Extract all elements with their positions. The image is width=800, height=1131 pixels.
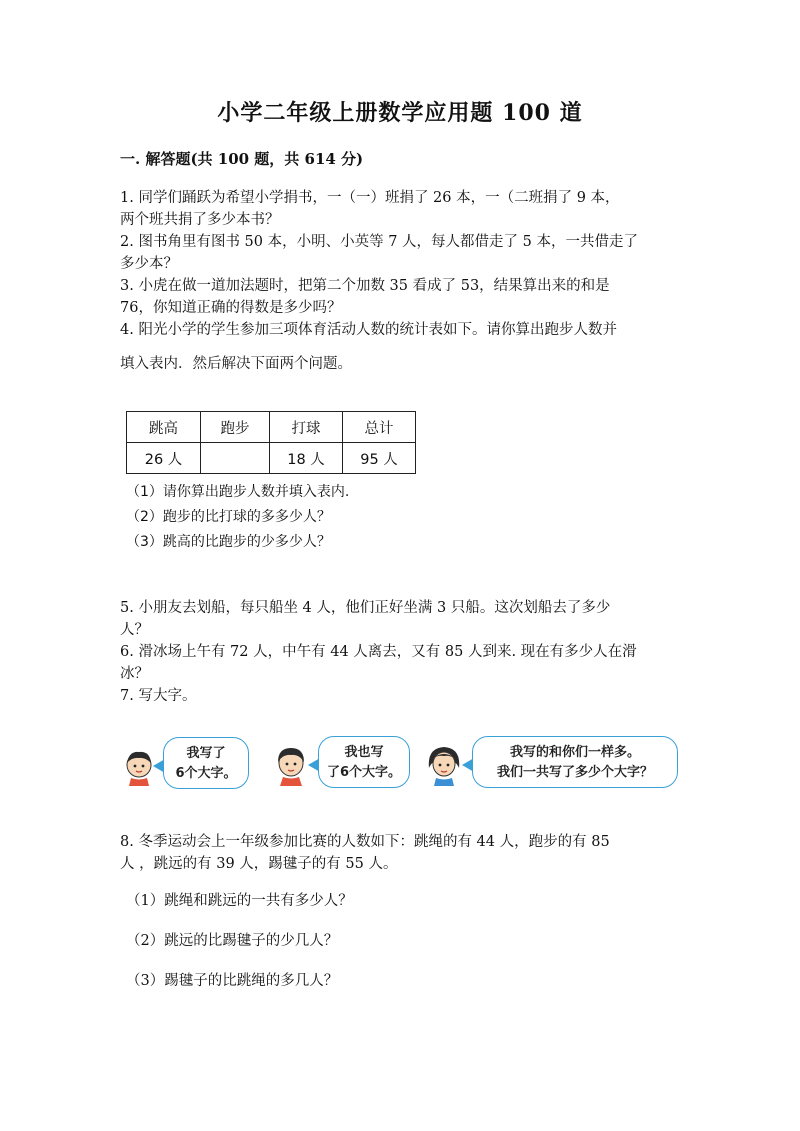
question-8-sub-3: （3）踢毽子的比跳绳的多几人？ (126, 973, 339, 989)
table-cell: 95 人 (343, 443, 416, 474)
question-4-line-2: 填入表内．然后解决下面两个问题。 (120, 356, 352, 372)
question-2-line-2: 多少本？ (120, 256, 178, 272)
speech-bubble-3 (472, 736, 678, 788)
speech-bubble-1-line-2: 6个大字。 (175, 766, 237, 781)
section-heading: 一. 解答题(共 100 题，共 614 分) (120, 150, 364, 168)
question-4-sub-3: （3）跳高的比跑步的少多少人？ (126, 534, 331, 550)
question-8-line-1: 8. 冬季运动会上一年级参加比赛的人数如下：跳绳的有 44 人，跑步的有 85 (120, 834, 610, 850)
question-8-line-2: 人 ，跳远的有 39 人，踢毽子的有 55 人。 (120, 856, 398, 872)
table-cell-blank (201, 443, 270, 474)
boy-child-icon (272, 744, 310, 786)
table-header-cell: 总计 (343, 412, 416, 443)
question-6-line-1: 6. 滑冰场上午有 72 人，中午有 44 人离去，又有 85 人到来. 现在有多少人在滑 (120, 644, 637, 660)
speech-bubble-1-line-1: 我写了 (186, 746, 226, 761)
question-6-line-2: 冰？ (120, 666, 149, 682)
speech-bubble-1 (163, 737, 249, 789)
question-2-line-1: 2. 图书角里有图书 50 本，小明、小英等 7 人，每人都借走了 5 本，一共借走了 (120, 234, 638, 250)
boy-child-icon (121, 748, 157, 786)
table-cell: 18 人 (270, 443, 343, 474)
question-3-line-1: 3. 小虎在做一道加法题时，把第二个加数 35 看成了 53，结果算出来的和是 (120, 278, 610, 294)
question-4-sub-1: （1）请你算出跑步人数并填入表内. (126, 484, 350, 500)
question-8-sub-2: （2）跳远的比踢毽子的少几人？ (126, 933, 339, 949)
table-header-row (127, 412, 416, 443)
girl-child-icon (424, 744, 464, 786)
question-1-line-1: 1. 同学们踊跃为希望小学捐书，一（一）班捐了 26 本，一（二班捐了 9 本， (120, 190, 620, 206)
speech-bubble-3-line-2: 我们一共写了多少个大字？ (496, 765, 653, 780)
question-5-line-2: 人？ (120, 622, 149, 638)
table-header-cell: 跳高 (127, 412, 201, 443)
table-header-cell: 跑步 (201, 412, 270, 443)
question-4-line-1: 4. 阳光小学的学生参加三项体育活动人数的统计表如下。请你算出跑步人数并 (120, 322, 617, 338)
table-row (127, 443, 416, 474)
question-3-line-2: 76，你知道正确的得数是多少吗？ (120, 300, 342, 316)
question-1-line-2: 两个班共捐了多少本书？ (120, 212, 280, 228)
question-7-line-1: 7. 写大字。 (120, 688, 197, 704)
speech-bubble-2 (318, 736, 410, 788)
question-8-sub-1: （1）跳绳和跳远的一共有多少人？ (126, 893, 353, 909)
speech-bubble-2-line-1: 我也写 (344, 745, 384, 760)
page-title: 小学二年级上册数学应用题 100 道 (217, 100, 583, 126)
activity-stats-table (126, 411, 416, 474)
speech-bubble-3-line-1: 我写的和你们一样多。 (509, 745, 640, 760)
table-cell: 26 人 (127, 443, 201, 474)
table-header-cell: 打球 (270, 412, 343, 443)
question-5-line-1: 5. 小朋友去划船，每只船坐 4 人，他们正好坐满 3 只船。这次划船去了多少 (120, 600, 611, 616)
speech-bubble-2-line-2: 了6个大字。 (326, 765, 402, 780)
question-4-sub-2: （2）跑步的比打球的多多少人？ (126, 509, 331, 525)
